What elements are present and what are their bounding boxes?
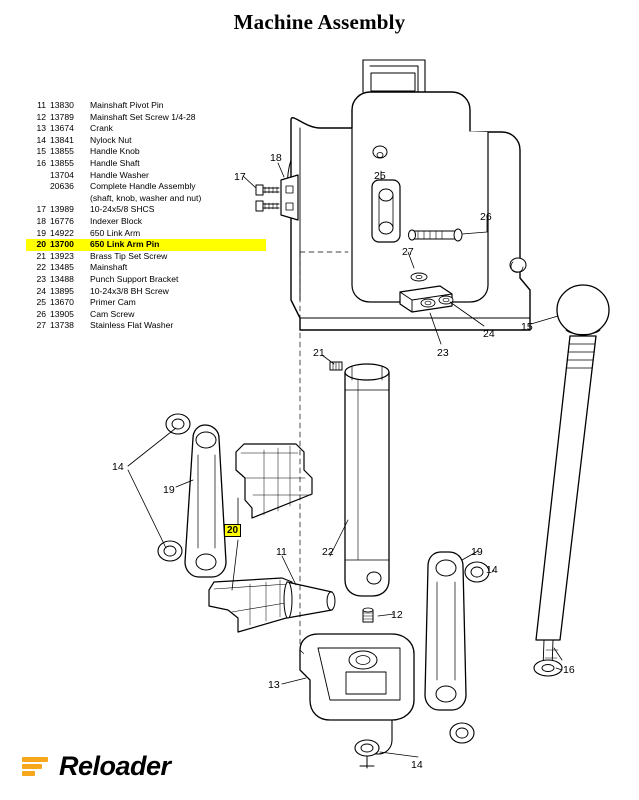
part-number: 14922	[50, 227, 74, 238]
primer-cam-part	[372, 180, 400, 242]
part-description: 650 Link Arm	[90, 227, 141, 238]
part-item-number: 26	[36, 308, 46, 319]
part-description: Nylock Nut	[90, 134, 132, 145]
part-number: 13905	[50, 308, 74, 319]
part-item-number: 19	[36, 227, 46, 238]
part-item-number: 18	[36, 215, 46, 226]
callout-12: 12	[391, 609, 403, 621]
reloader-logo-icon	[22, 752, 52, 782]
part-description: Cam Screw	[90, 308, 135, 319]
part-description: Brass Tip Set Screw	[90, 250, 168, 261]
part-item-number: 24	[36, 285, 46, 296]
mainshaft-set-screw-part	[363, 608, 373, 622]
part-item-number: 13	[36, 123, 46, 134]
callout-13: 13	[268, 679, 280, 691]
part-description: Crank	[90, 123, 113, 134]
part-item-number: 25	[36, 297, 46, 308]
callout-24: 24	[483, 328, 495, 340]
shcs-screw-part	[256, 185, 279, 211]
part-number: 16776	[50, 215, 74, 226]
part-number: 13989	[50, 204, 74, 215]
part-number: 13830	[50, 100, 74, 110]
part-description: Complete Handle Assembly	[90, 181, 196, 192]
part-number: 13895	[50, 285, 74, 296]
part-number: 13789	[50, 111, 74, 122]
brand-name: Reloader	[59, 751, 171, 781]
callout-19-right: 19	[471, 546, 483, 558]
indexer-block-part	[281, 175, 298, 220]
part-number: 13841	[50, 134, 74, 145]
part-number: 13923	[50, 250, 74, 261]
part-description: Primer Cam	[90, 297, 136, 308]
part-item-number: 22	[36, 262, 46, 273]
callout-27: 27	[402, 246, 414, 258]
part-description: Handle Shaft	[90, 157, 140, 168]
callout-14-right: 14	[486, 564, 498, 576]
callout-22: 22	[322, 546, 334, 558]
callout-25: 25	[374, 170, 386, 182]
part-number: 13674	[50, 123, 74, 134]
part-item-number: 20	[26, 239, 50, 251]
page-title: Machine Assembly	[233, 10, 406, 34]
part-number: 13738	[50, 320, 74, 331]
part-number: 13670	[50, 297, 74, 308]
callout-21: 21	[313, 347, 325, 359]
callout-11: 11	[276, 546, 287, 558]
part-item-number: 16	[36, 157, 46, 168]
mainshaft-pivot-pin-part	[284, 582, 335, 618]
part-number: 13700	[50, 239, 90, 251]
brand-footer	[22, 751, 171, 782]
part-item-number: 14	[36, 134, 46, 145]
part-number: 13488	[50, 273, 74, 284]
crank-part	[300, 634, 414, 768]
part-item-number: 12	[36, 111, 46, 122]
part-description: Mainshaft Pivot Pin	[90, 100, 164, 110]
machine-frame-part	[287, 60, 530, 330]
callout-14-bottom: 14	[411, 759, 423, 771]
callout-15: 15	[521, 321, 533, 333]
callout-23: 23	[437, 347, 449, 359]
part-description: 10-24x5/8 SHCS	[90, 204, 155, 215]
part-item-number: 23	[36, 273, 46, 284]
part-item-number: 11	[37, 100, 46, 110]
part-description: Stainless Flat Washer	[90, 320, 174, 331]
part-item-number: 27	[36, 320, 46, 331]
callout-20-highlighted: 20	[224, 524, 241, 537]
part-item-number: 15	[36, 146, 46, 157]
callout-14-left: 14	[112, 461, 124, 473]
part-description: 10-24x3/8 BH Screw	[90, 285, 169, 296]
part-item-number: 21	[36, 250, 46, 261]
part-number: 20636	[50, 181, 74, 192]
part-description: Handle Washer	[90, 169, 149, 180]
part-description: 650 Link Arm Pin	[90, 239, 266, 251]
brass-tip-set-screw-part	[330, 362, 342, 370]
callout-26: 26	[480, 211, 492, 223]
part-description: (shaft, knob, washer and nut)	[90, 192, 202, 203]
link-arm-right-part	[425, 552, 489, 743]
part-description: Punch Support Bracket	[90, 273, 179, 284]
callout-18: 18	[270, 152, 282, 164]
part-number: 13855	[50, 146, 74, 157]
part-description: Mainshaft Set Screw 1/4-28	[90, 111, 196, 122]
part-number: 13704	[50, 169, 74, 180]
callout-16: 16	[563, 664, 575, 676]
part-description: Indexer Block	[90, 215, 143, 226]
mainshaft-part	[345, 364, 389, 596]
part-number: 13855	[50, 157, 74, 168]
callout-19-left: 19	[163, 484, 175, 496]
part-description: Handle Knob	[90, 146, 140, 157]
cam-screw-part	[409, 229, 463, 241]
handle-knob-part	[557, 285, 609, 335]
callout-17: 17	[234, 171, 246, 183]
link-arm-left-part	[185, 425, 226, 577]
part-number: 13485	[50, 262, 74, 273]
part-item-number: 17	[36, 204, 46, 215]
part-description: Mainshaft	[90, 262, 128, 273]
handle-shaft-part	[534, 336, 596, 676]
